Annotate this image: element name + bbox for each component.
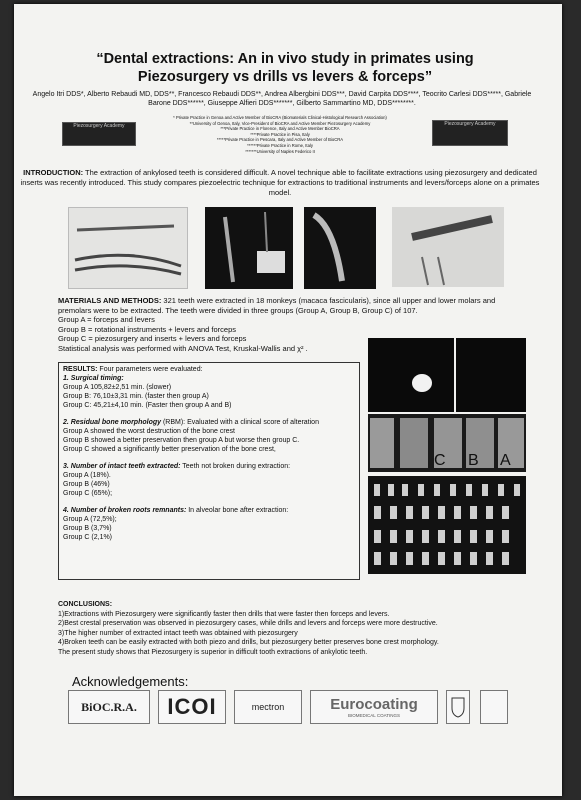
photo-handpiece	[304, 207, 376, 289]
methods-label: MATERIALS AND METHODS:	[58, 296, 162, 305]
xray-comparison-strip	[368, 414, 526, 472]
introduction-label: INTRODUCTION:	[23, 168, 84, 177]
photo-piezo-inserts	[205, 207, 293, 289]
logo-eurocoating-text: Eurocoating	[330, 696, 418, 713]
affiliation-line: ****Private Practice in Pisa, Italy	[250, 131, 310, 137]
affiliations	[110, 115, 450, 154]
intact-group-a: Group A (18%).	[63, 472, 111, 479]
conclusions-label: CONCLUSIONS:	[58, 601, 113, 608]
logo-mectron	[234, 690, 302, 724]
photo-drill	[392, 207, 504, 287]
bone-morphology-intro: (RBM): Evaluated with a clinical score of alteration	[161, 419, 319, 426]
affiliation-line: *******University of Naples Federico II	[245, 148, 315, 154]
logo-eurocoating	[310, 690, 438, 724]
affiliation-line: ******Private Practice in Rome, Italy	[247, 142, 313, 148]
roots-group-a: Group A (72,5%);	[63, 516, 117, 523]
broken-roots-intro: In alveolar bone after extraction:	[186, 507, 289, 514]
conclusion-item: The present study shows that Piezosurgery is superior in difficult tooth extractions of ankylotic teeth.	[58, 648, 368, 656]
photo-xray-dark	[456, 338, 526, 412]
shield-icon	[450, 696, 466, 718]
introduction-text: The extraction of ankylosed teeth is considered difficult. A novel technique able to facilitate extractions using piezosurgery and dedicated inserts was recently introduced. This study compares piezoelectric technique for extractions to traditional instruments and levers/forceps alone on a primates model.	[20, 168, 540, 197]
intact-group-c: Group C (65%);	[63, 490, 113, 497]
affiliation-line: * Private Practice in Genoa and Active Member of BioCRA (Biomaterials Clinical-Histological Research Association)	[173, 115, 387, 120]
academy-logo-left-text: Piezosurgery Academy	[73, 123, 125, 129]
xray-label-a: A	[500, 452, 511, 469]
logo-mectron-text: mectron	[251, 702, 285, 712]
bone-morphology-title: 2. Residual bone morphology	[63, 419, 162, 426]
introduction-paragraph	[20, 168, 540, 198]
acknowledgements-heading: Acknowledgements:	[72, 674, 189, 689]
intact-teeth-header	[63, 462, 355, 471]
broken-roots-header	[63, 506, 355, 515]
photo-xray-defect	[368, 338, 454, 412]
roots-group-c: Group C (2,1%)	[63, 534, 113, 541]
rbm-group-c: Group C showed a significantly better preservation of the bone crest,	[63, 446, 276, 453]
results-intro: Four parameters were evaluated:	[97, 366, 203, 373]
broken-roots-title: 4. Number of broken roots remnants:	[63, 507, 187, 514]
roots-group-b: Group B (3,7%)	[63, 525, 112, 532]
photo-extracted-teeth	[368, 476, 526, 574]
results-header	[63, 365, 355, 374]
photo-forceps-levers	[68, 207, 188, 289]
results-box	[58, 362, 360, 580]
affiliation-line: **University of Genoa, Italy, Vice-President of BioCRA and Active Member Piezosurgery Academy	[189, 120, 371, 126]
affiliation-line: *****Private Practice in Pescara, Italy and Active Member of BioCRA	[216, 137, 344, 143]
methods-group-b: Group B = rotational instruments + levers and forceps	[58, 324, 237, 334]
poster-title: “Dental extractions: An in vivo study in primates using Piezosurgery vs drills vs levers & forceps”	[96, 51, 474, 85]
conclusion-item: 4)Broken teeth can be easily extracted with both piezo and drills, but piezosurgery better preserves bone crest morphology.	[58, 639, 439, 646]
xray-label-c: C	[434, 452, 446, 469]
logo-icoi-text: ICOI	[167, 694, 217, 719]
timing-group-b: Group B: 76,10±3,31 min. (faster then group A)	[63, 393, 209, 400]
academy-logo-right-text: Piezosurgery Academy	[444, 121, 496, 127]
logo-small-emblem	[480, 690, 508, 724]
author-list: Angelo Itri DDS*, Alberto Rebaudi MD, DDS**, Francesco Rebaudi DDS**, Andrea Albergbini DDS***, David Carpita DDS****, Teocrito Carlesi DDS*****, Gabriele Barone DDS******, Giuseppe Alfieri DDS*******, Gilberto Sammartino MD, DDS********.	[32, 91, 532, 107]
rbm-group-a: Group A showed the worst destruction of the bone crest	[63, 428, 235, 435]
methods-paragraph	[58, 296, 528, 315]
results-label: RESULTS:	[63, 366, 98, 373]
rbm-group-b: Group B showed a better preservation then group A but worse then group C.	[63, 437, 300, 444]
timing-group-a: Group A 105,82±2,51 min. (slower)	[63, 384, 172, 391]
conclusion-item: 2)Best crestal preservation was observed in piezosurgery cases, while drills and levers and forceps were more destructive.	[58, 620, 438, 627]
conclusions	[58, 600, 538, 657]
intact-teeth-intro: Teeth not broken during extraction:	[180, 463, 291, 470]
intact-teeth-title: 3. Number of intact teeth extracted:	[63, 463, 181, 470]
xray-label-b: B	[468, 452, 479, 469]
logo-university-seal	[446, 690, 470, 724]
logo-biocra-text: BiOC.R.A.	[81, 699, 137, 714]
logo-biocra	[68, 690, 150, 724]
methods-statistics: Statistical analysis was performed with ANOVA Test, Kruskal-Wallis and χ² .	[58, 343, 308, 353]
affiliation-line: ***Private Practice in Florence, Italy and Active Member BioCRA	[220, 126, 340, 132]
methods-text: 321 teeth were extracted in 18 monkeys (macaca fascicularis), since all upper and lower molars and premolars were to be extracted. The teeth were divided in three groups (Group A, Group B, Group C) of 107.	[58, 296, 496, 315]
logo-icoi	[158, 690, 226, 724]
intact-group-b: Group B (46%)	[63, 481, 110, 488]
methods-group-c: Group C = piezosurgery and inserts + levers and forceps	[58, 334, 247, 344]
surgical-timing-title: 1. Surgical timing:	[63, 375, 124, 382]
conclusion-item: 3)The higher number of extracted intact teeth was obtained with piezosurgery	[58, 629, 298, 637]
methods-group-a: Group A = forceps and levers	[58, 315, 155, 325]
timing-group-c: Group C: 45,21±4,10 min. (Faster then group A and B)	[63, 402, 232, 409]
logo-eurocoating-sub: BIOMEDICAL COATINGS	[347, 713, 400, 718]
conclusion-item: 1)Extractions with Piezosurgery were significantly faster then drills that were faster then forceps and levers.	[58, 610, 390, 618]
bone-morphology-header	[63, 418, 355, 427]
